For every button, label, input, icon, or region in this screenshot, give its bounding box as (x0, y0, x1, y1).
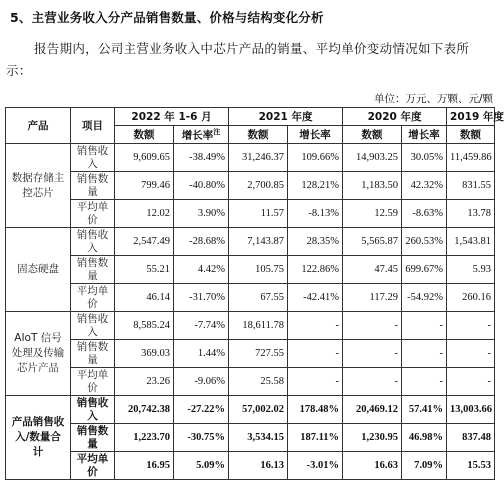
header-period: 2020 年度 (343, 108, 447, 126)
product-name-cell: AIoT 信号处理及传输芯片产品 (6, 312, 71, 396)
section-heading: 5、主营业务收入分产品销售数量、价格与结构变化分析 (10, 10, 324, 25)
amount-cell: 2,700.85 (229, 172, 288, 200)
table-row (6, 396, 495, 424)
amount-cell: 46.14 (115, 284, 174, 312)
header-amount: 数额 (447, 126, 495, 144)
header-item: 项目 (71, 108, 115, 144)
header-growth: 增长率 (288, 126, 343, 144)
item-label-cell: 销售收入 (71, 396, 115, 424)
growth-cell: 7.09% (402, 452, 447, 480)
table-row (6, 228, 495, 256)
item-label-cell: 销售数量 (71, 256, 115, 284)
amount-cell: 16.63 (343, 452, 402, 480)
growth-cell: 109.66% (288, 144, 343, 172)
growth-cell: -54.92% (402, 284, 447, 312)
amount-cell: 55.21 (115, 256, 174, 284)
header-amount: 数额 (343, 126, 402, 144)
item-label-cell: 销售收入 (71, 144, 115, 172)
header-period: 2022 年 1-6 月 (115, 108, 229, 126)
amount-cell: 12.59 (343, 200, 402, 228)
item-label-cell: 销售数量 (71, 172, 115, 200)
amount-cell: 831.55 (447, 172, 495, 200)
unit-note: 单位：万元、万颗、元/颗 (373, 93, 493, 105)
table-row (6, 172, 495, 200)
amount-cell: 1,543.81 (447, 228, 495, 256)
product-name-cell: 数据存储主控芯片 (6, 144, 71, 228)
amount-cell: - (447, 312, 495, 340)
growth-cell: - (402, 368, 447, 396)
growth-cell: -30.75% (174, 424, 229, 452)
table-row (6, 284, 495, 312)
header-amount: 数额 (115, 126, 174, 144)
item-label-cell: 销售收入 (71, 312, 115, 340)
item-label-cell: 平均单价 (71, 452, 115, 480)
growth-cell: 30.05% (402, 144, 447, 172)
amount-cell: 1,183.50 (343, 172, 402, 200)
amount-cell: - (343, 312, 402, 340)
amount-cell: 31,246.37 (229, 144, 288, 172)
amount-cell: 727.55 (229, 340, 288, 368)
growth-cell: - (288, 368, 343, 396)
product-name-cell: 产品销售收入/数量合计 (6, 396, 71, 480)
growth-cell: 3.90% (174, 200, 229, 228)
amount-cell: - (447, 340, 495, 368)
product-name-cell: 固态硬盘 (6, 228, 71, 312)
amount-cell: 13,003.66 (447, 396, 495, 424)
growth-cell: -9.06% (174, 368, 229, 396)
growth-cell: -3.01% (288, 452, 343, 480)
amount-cell: 2,547.49 (115, 228, 174, 256)
header-product: 产品 (6, 108, 71, 144)
amount-cell: 15.53 (447, 452, 495, 480)
table-row (6, 312, 495, 340)
growth-cell: - (402, 312, 447, 340)
item-label-cell: 销售数量 (71, 340, 115, 368)
header-period: 2021 年度 (229, 108, 343, 126)
growth-cell: 4.42% (174, 256, 229, 284)
growth-cell: 28.35% (288, 228, 343, 256)
amount-cell: 20,742.38 (115, 396, 174, 424)
table-row (6, 144, 495, 172)
amount-cell: 369.03 (115, 340, 174, 368)
amount-cell: 16.13 (229, 452, 288, 480)
table-row (6, 200, 495, 228)
growth-cell: - (288, 340, 343, 368)
amount-cell: 16.95 (115, 452, 174, 480)
growth-cell: -38.49% (174, 144, 229, 172)
table-row (6, 452, 495, 480)
item-label-cell: 销售收入 (71, 228, 115, 256)
growth-cell: 699.67% (402, 256, 447, 284)
amount-cell: 18,611.78 (229, 312, 288, 340)
growth-cell: 1.44% (174, 340, 229, 368)
item-label-cell: 平均单价 (71, 200, 115, 228)
growth-cell: -8.13% (288, 200, 343, 228)
amount-cell: 13.78 (447, 200, 495, 228)
item-label-cell: 销售数量 (71, 424, 115, 452)
header-amount: 数额 (229, 126, 288, 144)
growth-footnote-mark: 注 (213, 127, 221, 136)
amount-cell: - (447, 368, 495, 396)
growth-cell: 122.86% (288, 256, 343, 284)
growth-cell: -7.74% (174, 312, 229, 340)
amount-cell: 1,223.70 (115, 424, 174, 452)
amount-cell: 20,469.12 (343, 396, 402, 424)
intro-paragraph: 报告期内，公司主营业务收入中芯片产品的销量、平均单价变动情况如下表所示： (6, 41, 470, 78)
growth-cell: - (402, 340, 447, 368)
table-row (6, 340, 495, 368)
sales-table (5, 107, 504, 480)
amount-cell: 11,459.86 (447, 144, 495, 172)
amount-cell: 25.58 (229, 368, 288, 396)
growth-cell: -42.41% (288, 284, 343, 312)
growth-cell: -28.68% (174, 228, 229, 256)
header-growth: 增长率 (402, 126, 447, 144)
growth-cell: -8.63% (402, 200, 447, 228)
growth-cell: - (288, 312, 343, 340)
table-body (6, 144, 495, 480)
amount-cell: 5.93 (447, 256, 495, 284)
growth-cell: 260.53% (402, 228, 447, 256)
amount-cell: 57,002.02 (229, 396, 288, 424)
amount-cell: 260.16 (447, 284, 495, 312)
growth-cell: -40.80% (174, 172, 229, 200)
amount-cell: 8,585.24 (115, 312, 174, 340)
growth-cell: 57.41% (402, 396, 447, 424)
amount-cell: 105.75 (229, 256, 288, 284)
table-row (6, 368, 495, 396)
growth-cell: -31.70% (174, 284, 229, 312)
amount-cell: 14,903.25 (343, 144, 402, 172)
table-row (6, 424, 495, 452)
header-growth: 增长率$^注$ (174, 126, 229, 144)
amount-cell: 837.48 (447, 424, 495, 452)
amount-cell: - (343, 368, 402, 396)
item-label-cell: 平均单价 (71, 368, 115, 396)
growth-cell: 42.32% (402, 172, 447, 200)
amount-cell: 117.29 (343, 284, 402, 312)
growth-cell: 128.21% (288, 172, 343, 200)
growth-cell: -27.22% (174, 396, 229, 424)
growth-cell: 178.48% (288, 396, 343, 424)
amount-cell: - (343, 340, 402, 368)
amount-cell: 799.46 (115, 172, 174, 200)
amount-cell: 12.02 (115, 200, 174, 228)
growth-cell: 187.11% (288, 424, 343, 452)
table-row (6, 256, 495, 284)
amount-cell: 23.26 (115, 368, 174, 396)
growth-cell: 5.09% (174, 452, 229, 480)
amount-cell: 7,143.87 (229, 228, 288, 256)
amount-cell: 5,565.87 (343, 228, 402, 256)
amount-cell: 1,230.95 (343, 424, 402, 452)
item-label-cell: 平均单价 (71, 284, 115, 312)
growth-cell: 46.98% (402, 424, 447, 452)
amount-cell: 9,609.65 (115, 144, 174, 172)
amount-cell: 67.55 (229, 284, 288, 312)
amount-cell: 3,534.15 (229, 424, 288, 452)
header-period: 2019 年度 (447, 108, 495, 126)
amount-cell: 47.45 (343, 256, 402, 284)
amount-cell: 11.57 (229, 200, 288, 228)
